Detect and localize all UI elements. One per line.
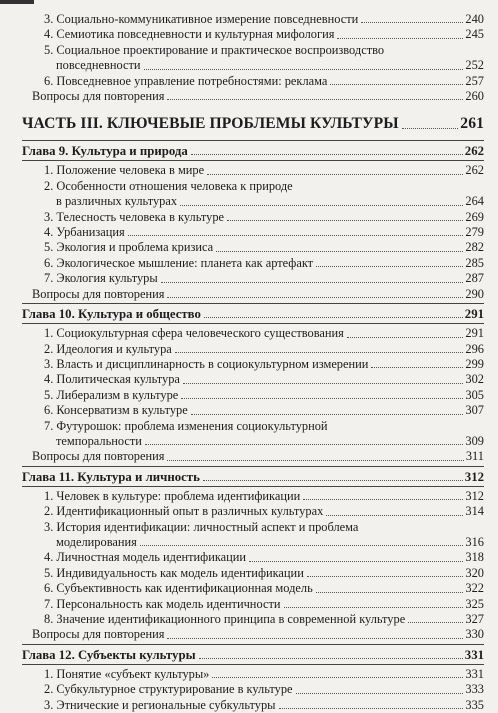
toc-entry-review: Вопросы для повторения 260: [32, 89, 484, 104]
toc-entry: 3. Телесность человека в культуре 269: [44, 209, 484, 224]
toc-entry: 7. Экология культуры 287: [44, 271, 484, 286]
toc-entry: 1. Положение человека в мире 262: [44, 163, 484, 178]
chapter-rule: [22, 664, 484, 665]
chapter-rule: [22, 140, 484, 141]
toc-entry: 1. Понятие «субъект культуры» 331: [44, 666, 484, 681]
toc-entry: 7. Персональность как модель идентичности 325: [44, 596, 484, 611]
chapter-rule: [22, 160, 484, 161]
toc-entry: 2. Идентификационный опыт в различных культурах 314: [44, 504, 484, 519]
toc-entry: 8. Значение идентификационного принципа в современной культуре 327: [44, 612, 484, 626]
toc-entry: 5. Индивидуальность как модель идентификации 320: [44, 565, 484, 580]
chapter-rule: [22, 303, 484, 304]
toc-entry: 4. Политическая культура 302: [44, 372, 484, 387]
toc-entry: 3. История идентификации: личностный аспект и проблема: [44, 519, 359, 534]
chapter-heading: Глава 9. Культура и природа 262: [22, 144, 484, 159]
toc-entry: 3. Этнические и региональные субкультуры 335: [44, 697, 484, 712]
toc-entry: 4. Личностная модель идентификации 318: [44, 550, 484, 565]
toc-entry: 6. Субъективность как идентификационная модель 322: [44, 581, 484, 596]
chapter-rule: [22, 644, 484, 645]
toc-entry-review: Вопросы для повторения 330: [32, 627, 484, 642]
toc-entry-review: Вопросы для повторения 290: [32, 286, 484, 301]
toc-entry: 7. Футурошок: проблема изменения социокультурной: [44, 418, 328, 433]
toc-entry: 4. Урбанизация 279: [44, 225, 484, 240]
toc-entry: 4. Семиотика повседневности и культурная мифология 245: [44, 27, 484, 42]
toc-entry: темпоральности 309: [56, 433, 484, 448]
table-of-contents: [22, 12, 484, 713]
chapter-heading: Глава 11. Культура и личность 312: [22, 469, 484, 484]
chapter-rule: [22, 466, 484, 467]
page-edge-mark: [0, 0, 34, 4]
toc-entry: 2. Особенности отношения человека к природе: [44, 178, 293, 193]
chapter-heading: Глава 10. Культура и общество 291: [22, 307, 484, 322]
toc-entry: 5. Экология и проблема кризиса 282: [44, 240, 484, 255]
toc-entry: моделирования 316: [56, 534, 484, 549]
toc-entry: 5. Либерализм в культуре 305: [44, 387, 484, 402]
toc-entry: 2. Субкультурное структурирование в культуре 333: [44, 682, 484, 697]
toc-entry: 6. Консерватизм в культуре 307: [44, 403, 484, 418]
toc-entry: 5. Социальное проектирование и практическое воспроизводство: [44, 42, 385, 57]
chapter-rule: [22, 323, 484, 324]
part-heading: ЧАСТЬ III. КЛЮЧЕВЫЕ ПРОБЛЕМЫ КУЛЬТУРЫ 261: [22, 115, 484, 133]
toc-entry: 3. Власть и дисциплинарность в социокультурном измерении 299: [44, 356, 484, 371]
chapter-heading: Глава 12. Субъекты культуры 331: [22, 647, 484, 662]
toc-entry: 2. Идеология и культура 296: [44, 341, 484, 356]
toc-entry: повседневности 252: [56, 58, 484, 73]
toc-entry: 6. Экологическое мышление: планета как артефакт 285: [44, 255, 484, 270]
chapter-rule: [22, 486, 484, 487]
toc-entry: 1. Человек в культуре: проблема идентификации 312: [44, 488, 484, 503]
toc-entry: 1. Социокультурная сфера человеческого существования 291: [44, 326, 484, 341]
toc-entry: 6. Повседневное управление потребностями: реклама 257: [44, 73, 484, 88]
toc-entry: в различных культурах 264: [56, 194, 484, 209]
toc-entry-review: Вопросы для повторения 311: [32, 449, 484, 464]
toc-entry: 3. Социально-коммуникативное измерение повседневности 240: [44, 12, 484, 26]
